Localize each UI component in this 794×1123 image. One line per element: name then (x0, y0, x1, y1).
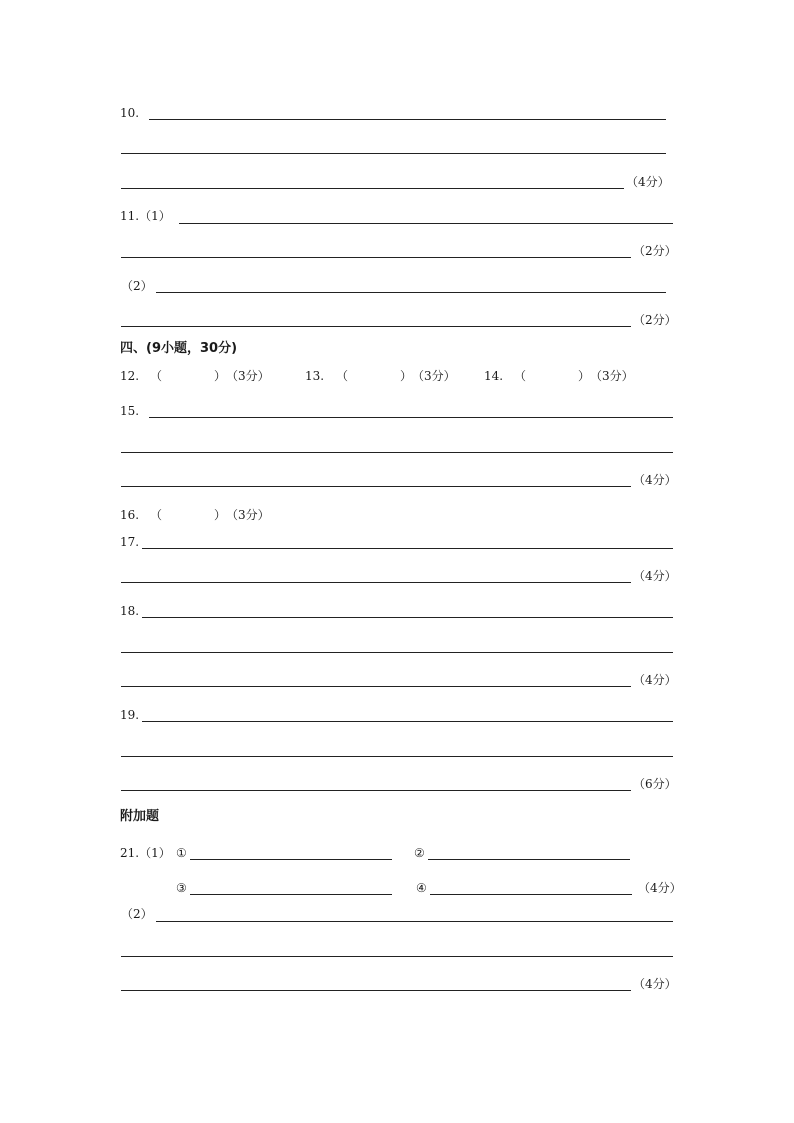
q11-1-answer-line-2[interactable] (121, 257, 631, 258)
q15-answer-line-2[interactable] (121, 452, 673, 453)
q13-score: （3分） (412, 369, 456, 383)
q10-answer-line-1[interactable] (149, 119, 666, 120)
q15-number: 15. (120, 404, 140, 418)
q16-answer-box[interactable] (162, 508, 212, 522)
q14-paren-open: （ (514, 369, 527, 383)
q11-sub2-label: （2） (121, 279, 153, 293)
q10-answer-line-2[interactable] (121, 153, 666, 154)
q14-number: 14. (484, 369, 504, 383)
q15-score: （4分） (633, 473, 677, 487)
q21-circle-1: ① (176, 846, 187, 860)
q16-score: （3分） (226, 508, 270, 522)
q16-paren-close: ） (214, 508, 227, 522)
q11-2-answer-line-1[interactable] (156, 292, 666, 293)
q21-2-score: （4分） (633, 977, 677, 991)
q21-1-blank-1[interactable] (190, 859, 392, 860)
q17-score: （4分） (633, 569, 677, 583)
q16-number: 16. (120, 508, 140, 522)
q11-1-answer-line-1[interactable] (179, 223, 673, 224)
q12-paren-close: ） (214, 369, 227, 383)
q13-paren-open: （ (336, 369, 349, 383)
q14-answer-box[interactable] (526, 369, 576, 383)
q10-score: （4分） (626, 175, 670, 189)
q12-score: （3分） (226, 369, 270, 383)
q15-answer-line-1[interactable] (149, 417, 673, 418)
section-4-title: 四、(9小题，30分) (120, 341, 238, 356)
q16-paren-open: （ (150, 508, 163, 522)
q21-1-blank-3[interactable] (190, 894, 392, 895)
q13-paren-close: ） (400, 369, 413, 383)
q13-number: 13. (305, 369, 325, 383)
q21-circle-2: ② (414, 846, 425, 860)
q18-answer-line-2[interactable] (121, 652, 673, 653)
q19-answer-line-1[interactable] (142, 721, 673, 722)
q21-1-blank-4[interactable] (430, 894, 632, 895)
q13-answer-box[interactable] (348, 369, 398, 383)
q18-score: （4分） (633, 673, 677, 687)
q19-answer-line-2[interactable] (121, 756, 673, 757)
q21-1-score: （4分） (638, 881, 682, 895)
q17-answer-line-2[interactable] (121, 582, 631, 583)
q18-number: 18. (120, 604, 140, 618)
q11-number: 11.（1） (120, 209, 171, 223)
q19-number: 19. (120, 708, 140, 722)
q17-answer-line-1[interactable] (142, 548, 673, 549)
q11-2-score: （2分） (633, 313, 677, 327)
q15-answer-line-3[interactable] (121, 486, 631, 487)
q11-1-score: （2分） (633, 244, 677, 258)
q19-answer-line-3[interactable] (121, 790, 631, 791)
q12-paren-open: （ (150, 369, 163, 383)
q12-answer-box[interactable] (162, 369, 212, 383)
q21-2-answer-line-1[interactable] (156, 921, 673, 922)
q10-answer-line-3[interactable] (121, 188, 624, 189)
q21-2-answer-line-3[interactable] (121, 990, 631, 991)
q14-score: （3分） (590, 369, 634, 383)
q21-1-blank-2[interactable] (428, 859, 630, 860)
q18-answer-line-1[interactable] (142, 617, 673, 618)
bonus-section-title: 附加题 (120, 809, 160, 824)
q19-score: （6分） (633, 777, 677, 791)
q11-2-answer-line-2[interactable] (121, 326, 631, 327)
q21-sub2-label: （2） (121, 907, 153, 921)
q18-answer-line-3[interactable] (121, 686, 631, 687)
q12-number: 12. (120, 369, 140, 383)
q21-circle-4: ④ (416, 881, 427, 895)
q21-number: 21.（1） (120, 846, 171, 860)
q14-paren-close: ） (578, 369, 591, 383)
q21-circle-3: ③ (176, 881, 187, 895)
q21-2-answer-line-2[interactable] (121, 956, 673, 957)
q17-number: 17. (120, 535, 140, 549)
q10-number: 10. (120, 106, 140, 120)
